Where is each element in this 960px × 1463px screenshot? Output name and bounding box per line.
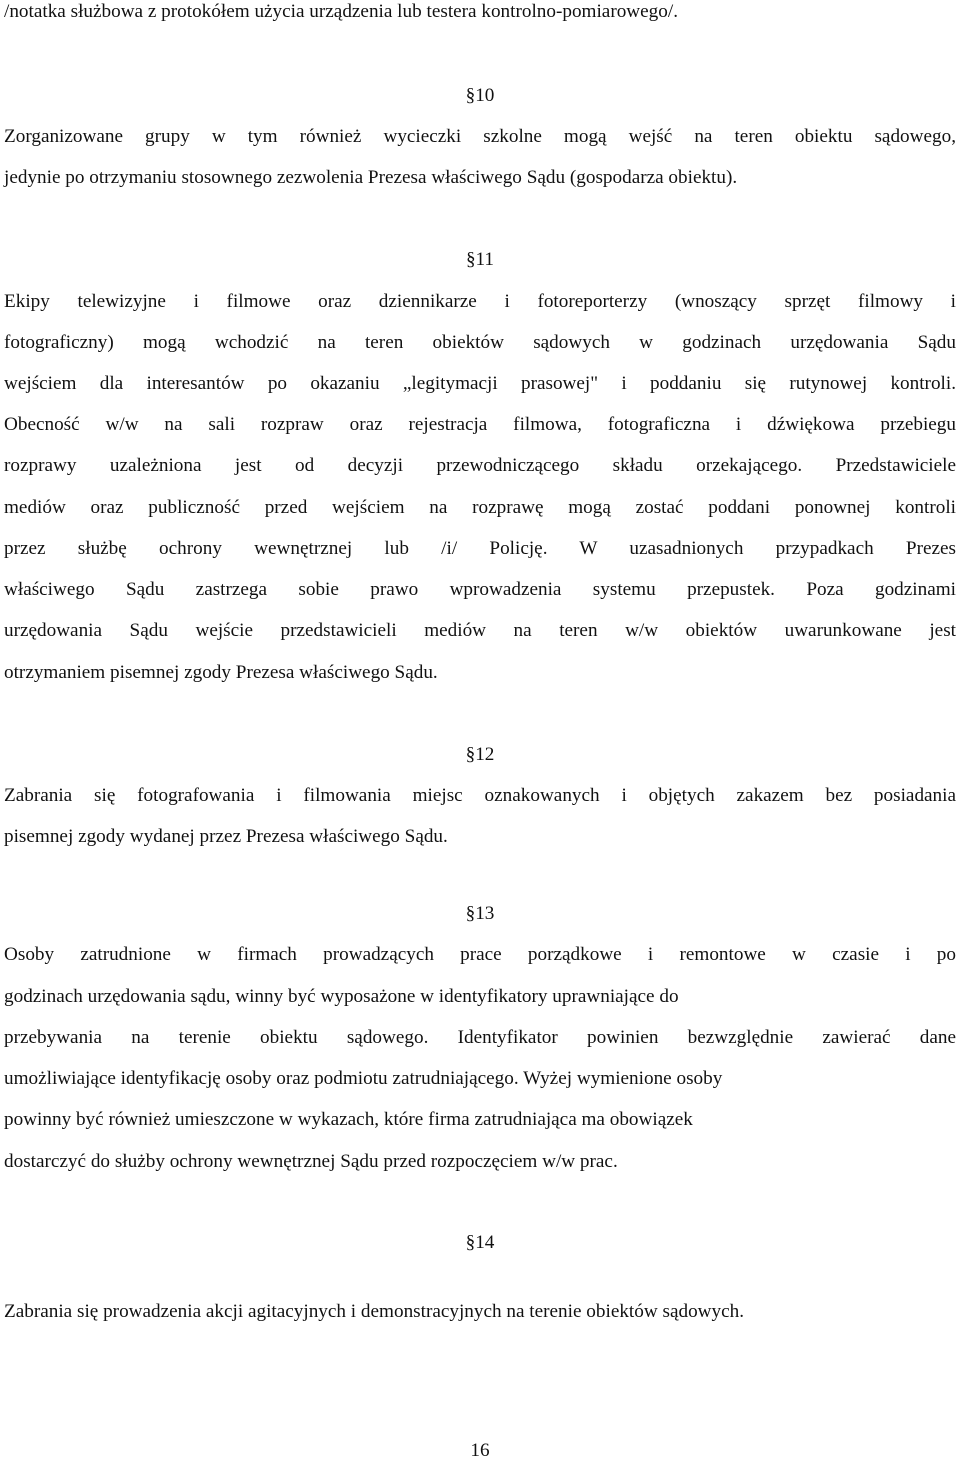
section-13-line-3: przebywania na terenie obiektu sądowego. Identyfikator powinien bezwzględnie zawierać dane	[4, 1027, 956, 1048]
section-14-line-1: Zabrania się prowadzenia akcji agitacyjnych i demonstracyjnych na terenie obiektów sądowych.	[4, 1301, 745, 1322]
section-14-heading: §14	[465, 1232, 495, 1253]
section-11-line-6: mediów oraz publiczność przed wejściem na rozprawę mogą zostać poddani ponownej kontroli	[4, 497, 956, 518]
section-11-line-1: Ekipy telewizyjne i filmowe oraz dziennikarze i fotoreporterzy (wnoszący sprzęt filmowy i	[4, 291, 956, 312]
section-13-line-1: Osoby zatrudnione w firmach prowadzących prace porządkowe i remontowe w czasie i po	[4, 944, 956, 965]
section-11-line-9: urzędowania Sądu wejście przedstawicieli mediów na teren w/w obiektów uwarunkowane jest	[4, 620, 956, 641]
section-11-line-7: przez służbę ochrony wewnętrznej lub /i/ Policję. W uzasadnionych przypadkach Prezes	[4, 538, 956, 559]
section-12-line-2: pisemnej zgody wydanej przez Prezesa właściwego Sądu.	[4, 826, 448, 847]
section-11-line-8: właściwego Sądu zastrzega sobie prawo wprowadzenia systemu przepustek. Poza godzinami	[4, 579, 956, 600]
section-11-heading: §11	[465, 249, 495, 270]
section-10-line-1: Zorganizowane grupy w tym również wycieczki szkolne mogą wejść na teren obiektu sądowego,	[4, 126, 956, 147]
page-number: 16	[470, 1440, 490, 1461]
section-11-line-10: otrzymaniem pisemnej zgody Prezesa właściwego Sądu.	[4, 662, 438, 683]
section-10-line-2: jedynie po otrzymaniu stosownego zezwolenia Prezesa właściwego Sądu (gospodarza obiektu).	[4, 167, 738, 188]
section-10-heading: §10	[465, 85, 495, 106]
intro-line: /notatka służbowa z protokółem użycia urządzenia lub testera kontrolno-pomiarowego/.	[4, 1, 678, 22]
section-11-line-2: fotograficzny) mogą wchodzić na teren obiektów sądowych w godzinach urzędowania Sądu	[4, 332, 956, 353]
section-13-line-4: umożliwiające identyfikację osoby oraz podmiotu zatrudniającego. Wyżej wymienione osoby	[4, 1068, 723, 1089]
section-11-line-4: Obecność w/w na sali rozpraw oraz rejestracja filmowa, fotograficzna i dźwiękowa przebiegu	[4, 414, 956, 435]
section-13-line-2: godzinach urzędowania sądu, winny być wyposażone w identyfikatory uprawniające do	[4, 986, 679, 1007]
section-11-line-3: wejściem dla interesantów po okazaniu „legitymacji prasowej" i poddaniu się rutynowej kontroli.	[4, 373, 956, 394]
section-13-line-6: dostarczyć do służby ochrony wewnętrznej Sądu przed rozpoczęciem w/w prac.	[4, 1151, 618, 1172]
section-13-line-5: powinny być również umieszczone w wykazach, które firma zatrudniająca ma obowiązek	[4, 1109, 693, 1130]
section-11-line-5: rozprawy uzależniona jest od decyzji przewodniczącego składu orzekającego. Przedstawiciele	[4, 455, 956, 476]
section-12-line-1: Zabrania się fotografowania i filmowania miejsc oznakowanych i objętych zakazem bez posiadania	[4, 785, 956, 806]
section-13-heading: §13	[465, 903, 495, 924]
section-12-heading: §12	[465, 744, 495, 765]
